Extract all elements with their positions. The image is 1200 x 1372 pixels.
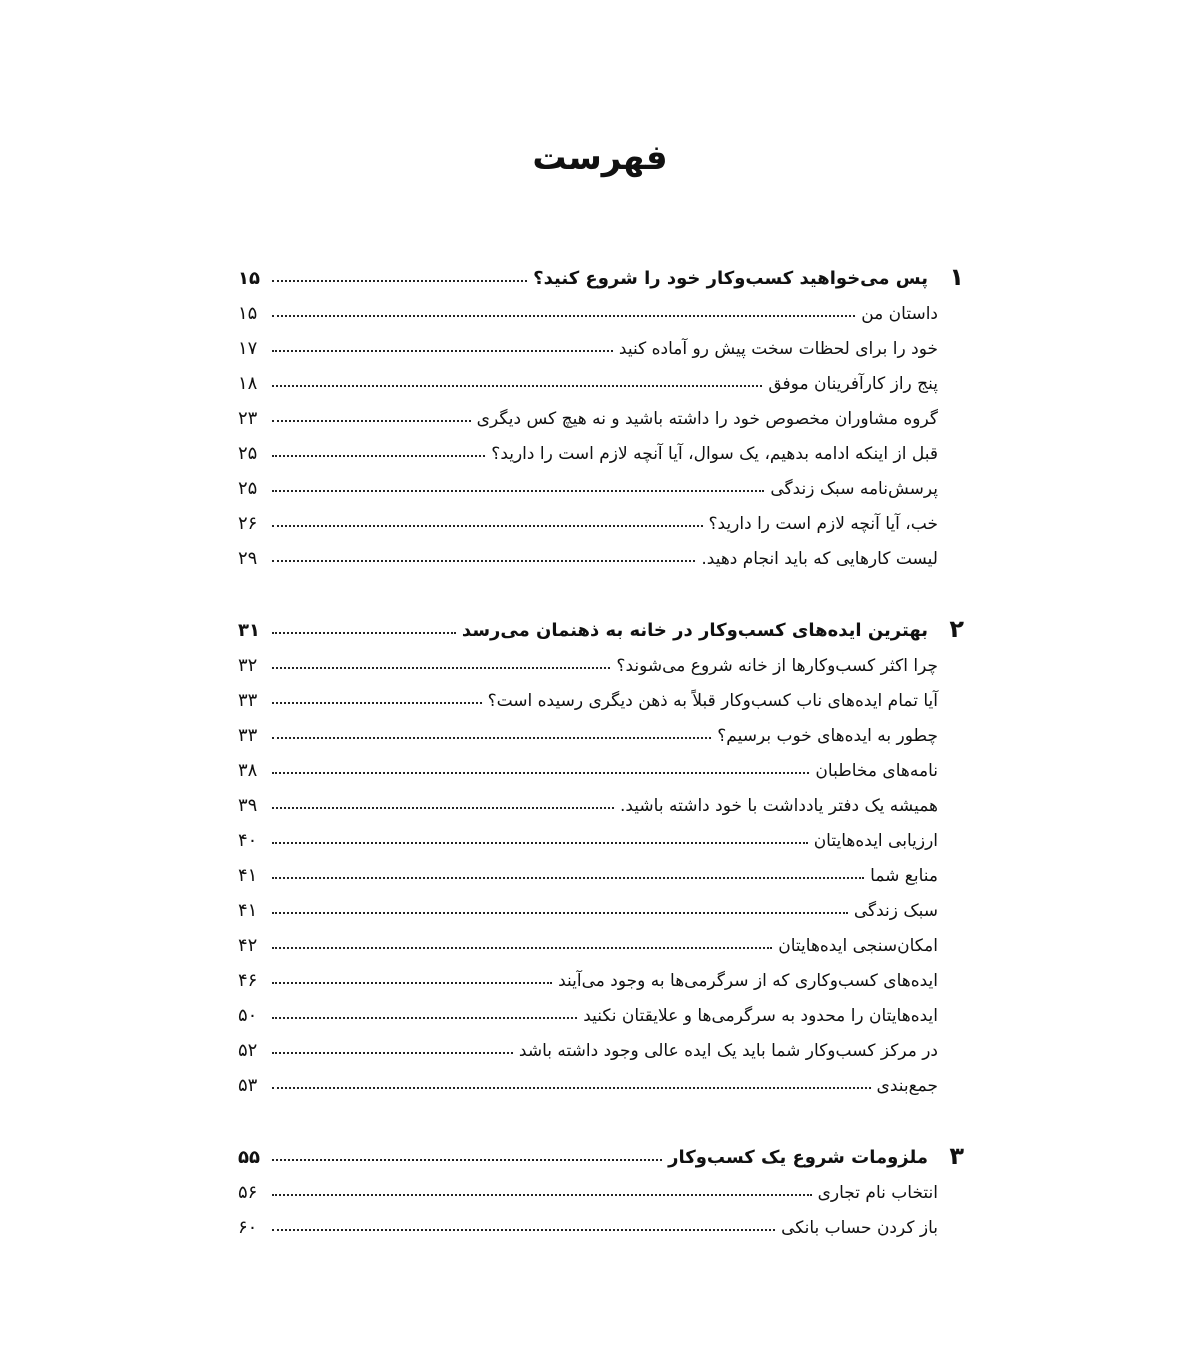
entry-page-number: ۳۳: [238, 690, 258, 711]
toc-entry[interactable]: [238, 433, 964, 468]
entry-page-number: ۲۵: [238, 478, 258, 499]
chapter-3: [238, 1137, 964, 1242]
dot-leader: [272, 632, 456, 634]
chapter-title: ملزومات شروع یک کسب‌وکار: [668, 1147, 928, 1168]
entry-page-number: ۲۳: [238, 408, 258, 429]
dot-leader: [272, 702, 482, 704]
dot-leader: [272, 912, 848, 914]
toc-entry[interactable]: [238, 1207, 964, 1242]
dot-leader: [272, 807, 614, 809]
entry-title: انتخاب نام تجاری: [817, 1183, 938, 1203]
dot-leader: [272, 280, 527, 282]
chapter-number: ۳: [949, 1142, 964, 1170]
entry-title: آیا تمام ایده‌های ناب کسب‌وکار قبلاً به ذهن دیگری رسیده است؟: [487, 691, 938, 711]
entry-title: امکان‌سنجی ایده‌هایتان: [778, 936, 938, 956]
entry-page-number: ۴۱: [238, 900, 258, 921]
chapter-page-number: ۵۵: [238, 1147, 260, 1168]
entry-title: ارزیابی ایده‌هایتان: [813, 831, 938, 851]
dot-leader: [272, 1087, 871, 1089]
entry-title: گروه مشاوران مخصوص خود را داشته باشید و نه هیچ کس دیگری: [476, 409, 938, 429]
entry-title: خب، آیا آنچه لازم است را دارید؟: [708, 514, 938, 534]
dot-leader: [272, 1159, 662, 1161]
dot-leader: [272, 490, 764, 492]
entry-title: لیست کارهایی که باید انجام دهید.: [701, 549, 938, 569]
toc-entry[interactable]: [238, 750, 964, 785]
entry-page-number: ۴۶: [238, 970, 258, 991]
entry-page-number: ۵۲: [238, 1040, 258, 1061]
entry-title: چرا اکثر کسب‌وکارها از خانه شروع می‌شوند؟: [616, 656, 938, 676]
chapter-heading[interactable]: [238, 1137, 964, 1172]
dot-leader: [272, 560, 695, 562]
dot-leader: [272, 947, 772, 949]
entry-title: ایده‌هایتان را محدود به سرگرمی‌ها و علایقتان نکنید: [583, 1006, 938, 1026]
page-title: فهرست: [532, 138, 668, 178]
dot-leader: [272, 877, 864, 879]
entry-title: ایده‌های کسب‌وکاری که از سرگرمی‌ها به وجود می‌آیند: [558, 971, 938, 991]
chapter-2: [238, 610, 964, 1100]
toc-entry[interactable]: [238, 363, 964, 398]
entry-title: در مرکز کسب‌وکار شما باید یک ایده عالی وجود داشته باشد: [518, 1041, 938, 1061]
toc-entry[interactable]: [238, 715, 964, 750]
entry-page-number: ۵۰: [238, 1005, 258, 1026]
chapter-heading[interactable]: [238, 610, 964, 645]
chapter-title: بهترین ایده‌های کسب‌وکار در خانه به ذهنمان می‌رسد: [461, 620, 928, 641]
entry-page-number: ۱۸: [238, 373, 258, 394]
entry-page-number: ۳۸: [238, 760, 258, 781]
entry-page-number: ۶۰: [238, 1217, 258, 1238]
toc-entry[interactable]: [238, 398, 964, 433]
entry-title: پرسش‌نامه سبک زندگی: [770, 479, 938, 499]
toc-entry[interactable]: [238, 855, 964, 890]
chapter-page-number: ۳۱: [238, 620, 260, 641]
entry-title: پنج راز کارآفرینان موفق: [768, 374, 938, 394]
toc-entry[interactable]: [238, 538, 964, 573]
toc-entry[interactable]: [238, 925, 964, 960]
toc-entry[interactable]: [238, 468, 964, 503]
toc-entry[interactable]: [238, 820, 964, 855]
entry-page-number: ۳۳: [238, 725, 258, 746]
dot-leader: [272, 420, 471, 422]
entry-page-number: ۱۵: [238, 303, 258, 324]
dot-leader: [272, 1229, 775, 1231]
entry-title: جمع‌بندی: [876, 1076, 938, 1096]
entry-page-number: ۲۹: [238, 548, 258, 569]
entry-title: سبک زندگی: [853, 901, 938, 921]
dot-leader: [272, 315, 855, 317]
entry-page-number: ۵۶: [238, 1182, 258, 1203]
dot-leader: [272, 385, 762, 387]
entry-title: همیشه یک دفتر یادداشت با خود داشته باشید.: [619, 796, 938, 816]
toc-entry[interactable]: [238, 995, 964, 1030]
chapter-title: پس می‌خواهید کسب‌وکار خود را شروع کنید؟: [533, 268, 928, 289]
toc-entry[interactable]: [238, 960, 964, 995]
chapter-1: [238, 258, 964, 573]
toc-entry[interactable]: [238, 645, 964, 680]
dot-leader: [272, 1052, 513, 1054]
entry-page-number: ۱۷: [238, 338, 258, 359]
chapter-number: ۱: [949, 263, 964, 291]
entry-title: خود را برای لحظات سخت پیش رو آماده کنید: [618, 339, 938, 359]
toc-entry[interactable]: [238, 785, 964, 820]
entry-title: نامه‌های مخاطبان: [815, 761, 938, 781]
entry-page-number: ۵۳: [238, 1075, 258, 1096]
toc-entry[interactable]: [238, 328, 964, 363]
toc-entry[interactable]: [238, 1030, 964, 1065]
entry-title: باز کردن حساب بانکی: [781, 1218, 938, 1238]
toc-entry[interactable]: [238, 1065, 964, 1100]
dot-leader: [272, 737, 711, 739]
chapter-number: ۲: [949, 615, 964, 643]
dot-leader: [272, 842, 808, 844]
dot-leader: [272, 350, 613, 352]
table-of-contents: [238, 258, 964, 1279]
toc-entry[interactable]: [238, 1172, 964, 1207]
dot-leader: [272, 1194, 812, 1196]
toc-entry[interactable]: [238, 890, 964, 925]
dot-leader: [272, 455, 485, 457]
dot-leader: [272, 525, 703, 527]
entry-page-number: ۲۵: [238, 443, 258, 464]
dot-leader: [272, 1017, 577, 1019]
toc-entry[interactable]: [238, 293, 964, 328]
entry-title: چطور به ایده‌های خوب برسیم؟: [717, 726, 938, 746]
chapter-heading[interactable]: [238, 258, 964, 293]
entry-title: داستان من: [861, 304, 938, 324]
entry-title: قبل از اینکه ادامه بدهیم، یک سوال، آیا آنچه لازم است را دارید؟: [491, 444, 938, 464]
dot-leader: [272, 667, 610, 669]
dot-leader: [272, 772, 809, 774]
entry-page-number: ۴۲: [238, 935, 258, 956]
entry-page-number: ۲۶: [238, 513, 258, 534]
entry-page-number: ۳۲: [238, 655, 258, 676]
chapter-page-number: ۱۵: [238, 268, 260, 289]
entry-page-number: ۳۹: [238, 795, 258, 816]
entry-page-number: ۴۱: [238, 865, 258, 886]
toc-entry[interactable]: [238, 503, 964, 538]
dot-leader: [272, 982, 552, 984]
toc-entry[interactable]: [238, 680, 964, 715]
entry-page-number: ۴۰: [238, 830, 258, 851]
entry-title: منابع شما: [870, 866, 938, 886]
